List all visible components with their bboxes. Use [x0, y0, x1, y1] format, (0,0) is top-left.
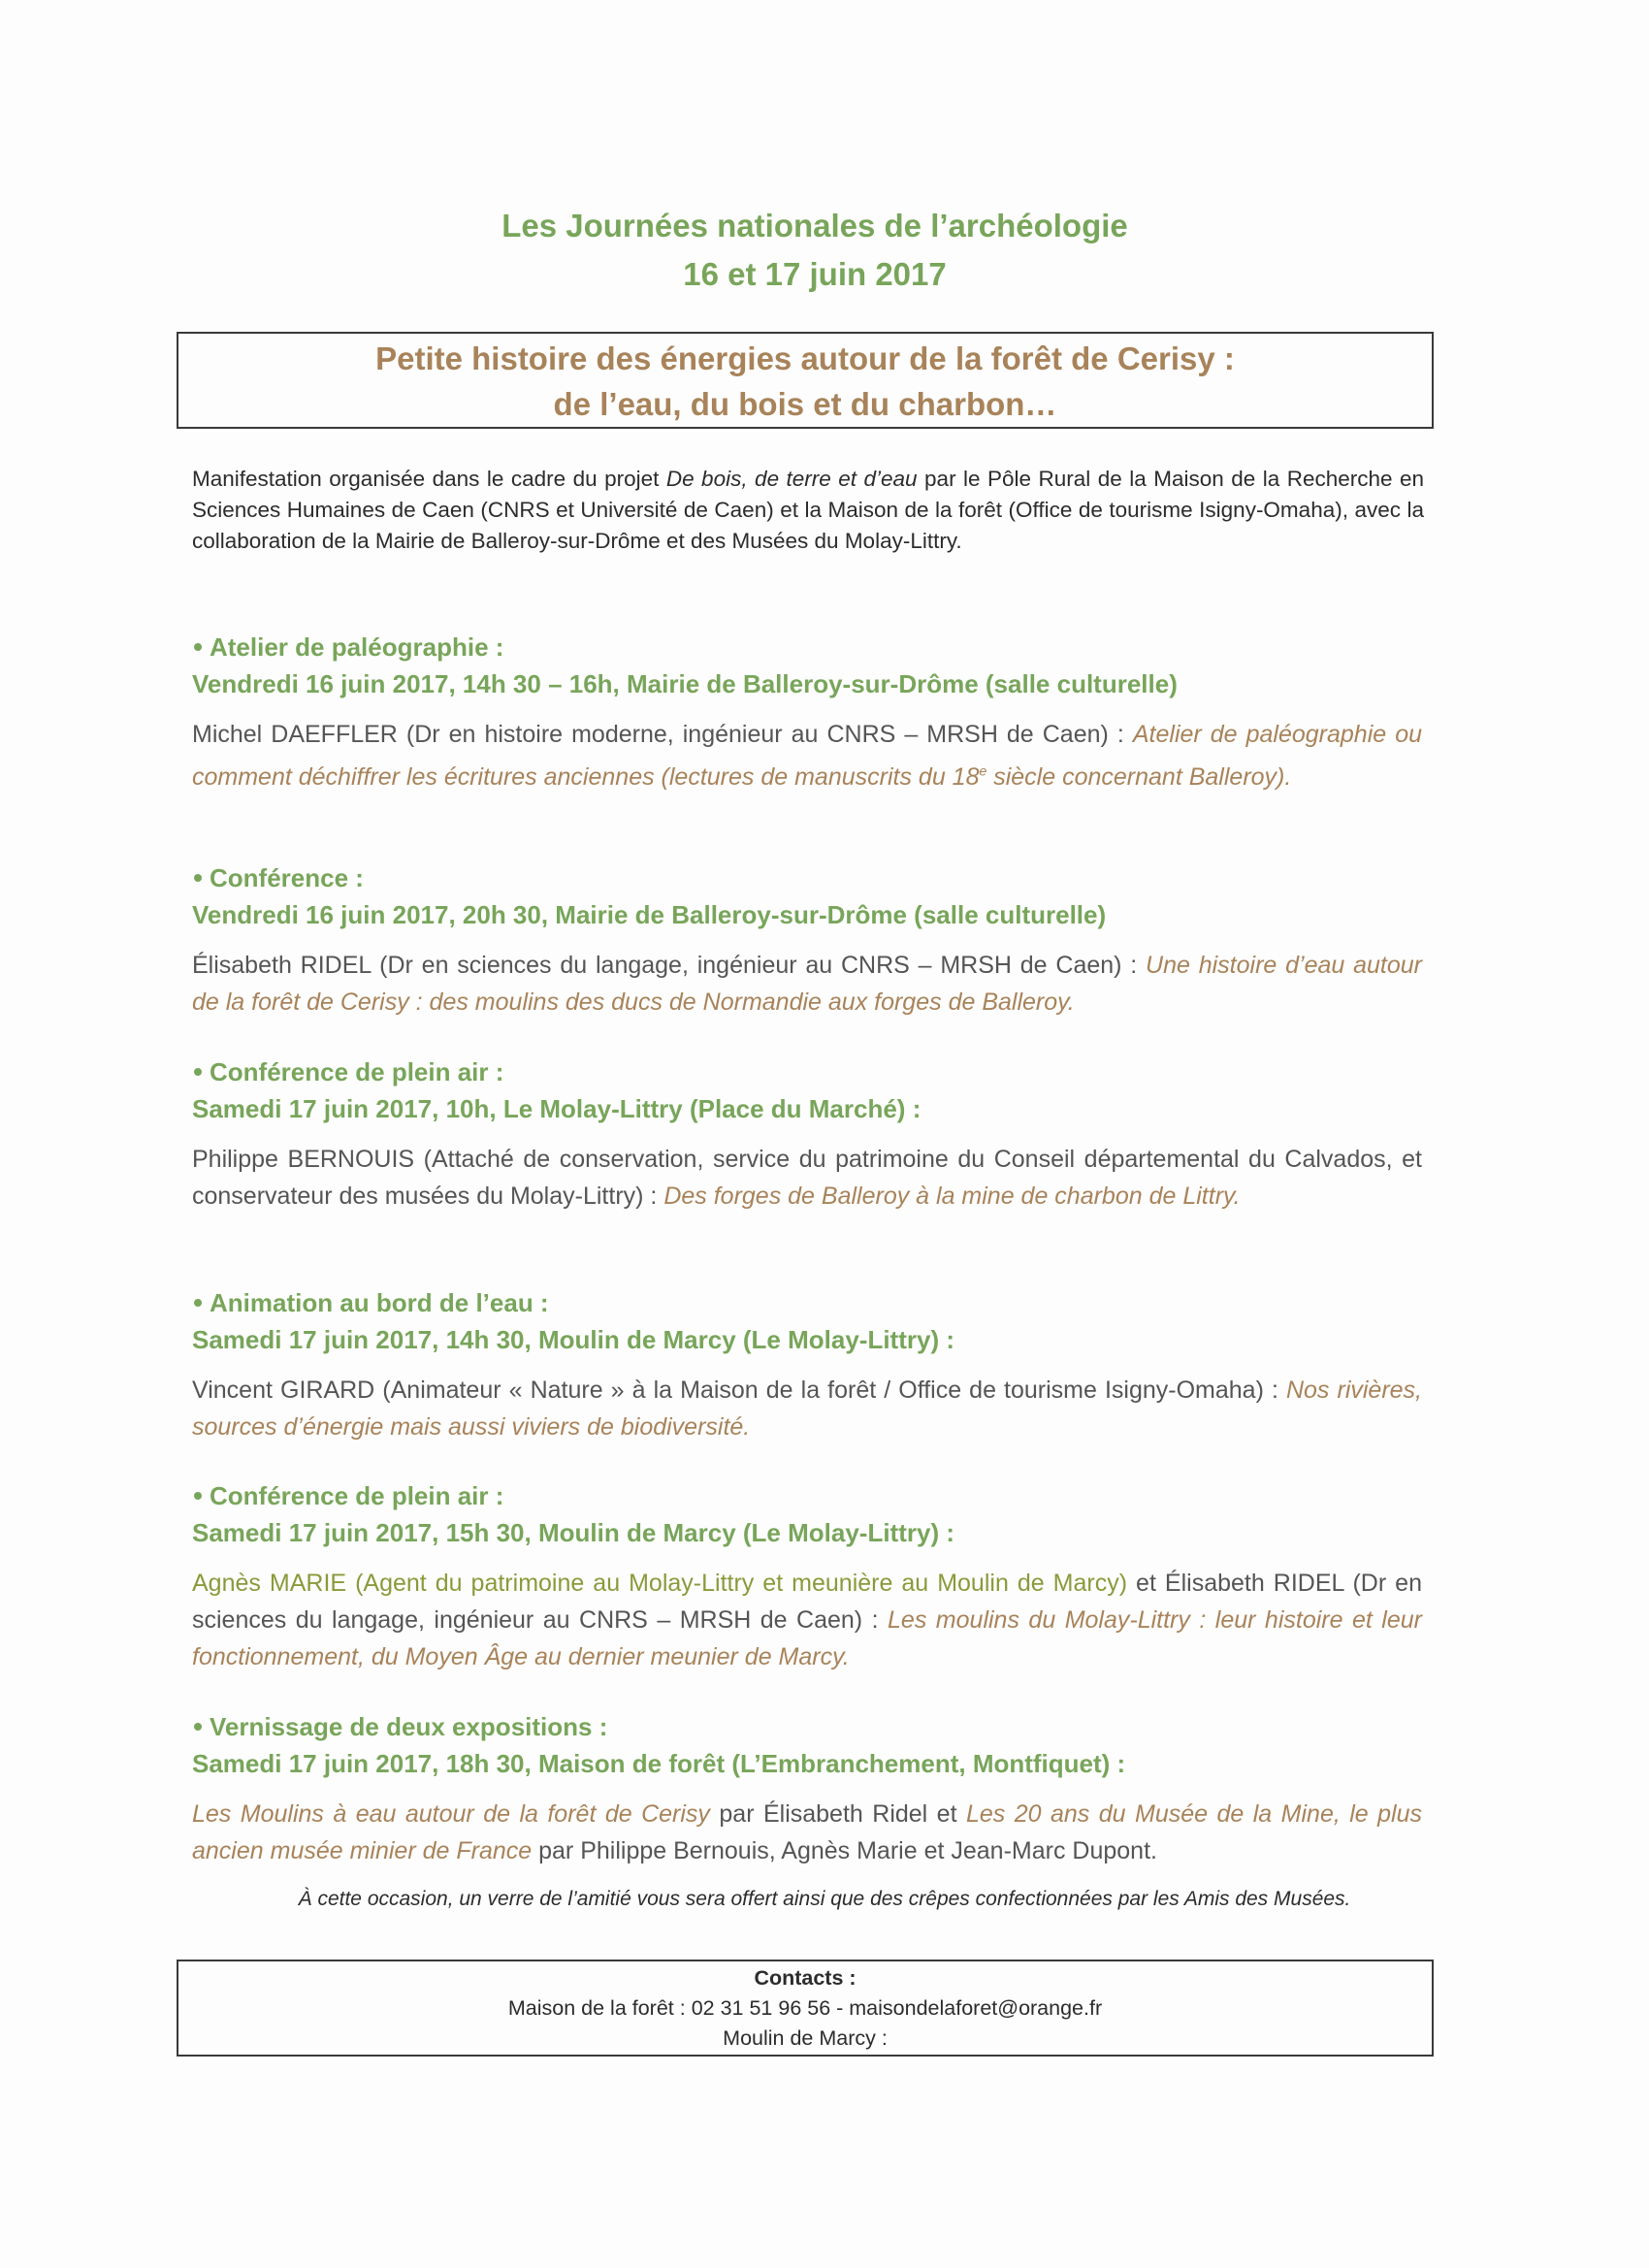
event-kind-label: Conférence de plein air : — [210, 1481, 504, 1510]
intro-project: De bois, de terre et d’eau — [665, 467, 918, 491]
event-kind-label: Conférence de plein air : — [210, 1057, 504, 1086]
event-kind — [192, 1053, 1422, 1090]
event-kind — [192, 629, 1422, 665]
event-work: Les 20 ans du Musée de la Mine, le plus ancien musée minier de France — [192, 1800, 1423, 1864]
event-dates: 16 et 17 juin 2017 — [683, 256, 947, 292]
contact-line: Maison de la forêt : 02 31 51 96 56 - maisondelaforet@orange.fr — [507, 1996, 1103, 2020]
event-speaker: Vincent GIRARD (Animateur « Nature » à la Maison de la forêt / Office de tourisme Isigny-Omaha) : — [192, 1377, 1286, 1404]
event-kind-label: Conférence : — [210, 863, 364, 892]
event-kind — [192, 1708, 1422, 1745]
bullet-icon — [194, 643, 202, 651]
event-item — [192, 1053, 1422, 1215]
bullet-icon — [194, 1492, 202, 1500]
subject-box — [177, 332, 1434, 429]
header — [0, 202, 1630, 299]
event-speaker: par Philippe Bernouis, Agnès Marie et Jean-Marc Dupont. — [532, 1837, 1157, 1864]
event-description — [192, 1372, 1422, 1445]
event-item — [192, 1284, 1422, 1445]
event-kind-label: Atelier de paléographie : — [210, 632, 504, 662]
event-speaker: et Élisabeth RIDEL (Dr en sciences du langage, ingénieur au CNRS – MRSH de Caen) : — [192, 1570, 1422, 1634]
subject-line-1: Petite histoire des énergies autour de la forêt de Cerisy : — [375, 340, 1235, 376]
event-speaker: Philippe BERNOUIS (Attaché de conservation, service du patrimoine du Conseil départemental du Calvados, et conservateur des musées du Molay-Littry) : — [192, 1146, 1422, 1210]
intro-before: Manifestation organisée dans le cadre du projet — [192, 467, 666, 491]
event-item — [192, 859, 1422, 1021]
event-item — [192, 1708, 1422, 1869]
event-when: Samedi 17 juin 2017, 15h 30, Moulin de Marcy (Le Molay-Littry) : — [192, 1518, 954, 1547]
event-speaker: Michel DAEFFLER (Dr en histoire moderne, ingénieur au CNRS – MRSH de Caen) : — [192, 721, 1133, 748]
event-kind-label: Vernissage de deux expositions : — [210, 1712, 608, 1741]
event-speaker: par Élisabeth Ridel et — [709, 1800, 966, 1828]
event-when: Samedi 17 juin 2017, 18h 30, Maison de forêt (L’Embranchement, Montfiquet) : — [192, 1749, 1126, 1778]
event-work-sup: e — [979, 763, 987, 779]
event-kind — [192, 859, 1422, 896]
intro-after: par le Pôle Rural de la Maison de la Recherche en Sciences Humaines de Caen (CNRS et Université de Caen) et la Maison de la forêt (Office de tourisme Isigny-Omaha), avec la collaboration de la Mairie de Balleroy-sur-Drôme et des Musées du Molay-Littry. — [192, 467, 1425, 553]
intro-paragraph — [192, 464, 1424, 557]
subject-line-2: de l’eau, du bois et du charbon… — [553, 386, 1057, 422]
event-speaker: Agnès MARIE (Agent du patrimoine au Molay-Littry et meunière au Moulin de Marcy) — [192, 1570, 1128, 1597]
event-kind — [192, 1477, 1422, 1514]
bullet-icon — [194, 1299, 202, 1307]
event-speaker: Élisabeth RIDEL (Dr en sciences du langage, ingénieur au CNRS – MRSH de Caen) : — [192, 952, 1147, 979]
bullet-icon — [194, 1723, 202, 1731]
page-title: Les Journées nationales de l’archéologie — [501, 208, 1128, 243]
contacts-title: Contacts : — [754, 1966, 857, 1990]
closing-note: À cette occasion, un verre de l’amitié vous sera offert ainsi que des crêpes confectionnées par les Amis des Musées. — [298, 1888, 1351, 1910]
event-work: Les Moulins à eau autour de la forêt de Cerisy — [192, 1800, 710, 1828]
event-work: Une histoire d’eau autour de la forêt de Cerisy : des moulins des ducs de Normandie aux forges de Balleroy. — [192, 952, 1422, 1016]
contacts-box — [177, 1960, 1434, 2057]
event-when: Vendredi 16 juin 2017, 20h 30, Mairie de Balleroy-sur-Drôme (salle culturelle) — [192, 900, 1107, 929]
event-work-part: Atelier de paléographie ou comment déchiffrer les écritures anciennes (lectures de manuscrits du 18 — [192, 721, 1423, 792]
event-description — [192, 1141, 1422, 1215]
bullet-icon — [194, 874, 202, 882]
event-kind-label: Animation au bord de l’eau : — [210, 1288, 549, 1317]
event-when: Samedi 17 juin 2017, 14h 30, Moulin de Marcy (Le Molay-Littry) : — [192, 1325, 954, 1354]
bullet-icon — [194, 1068, 202, 1076]
event-when: Samedi 17 juin 2017, 10h, Le Molay-Littry (Place du Marché) : — [192, 1094, 922, 1123]
contact-line: Moulin de Marcy : — [723, 2026, 888, 2050]
event-item — [192, 629, 1422, 795]
event-description — [192, 716, 1422, 795]
event-work-part: siècle concernant Balleroy). — [986, 763, 1292, 792]
event-kind — [192, 1284, 1422, 1321]
event-when: Vendredi 16 juin 2017, 14h 30 – 16h, Mairie de Balleroy-sur-Drôme (salle culturelle) — [192, 669, 1178, 698]
event-work: Les moulins du Molay-Littry : leur histoire et leur fonctionnement, du Moyen Âge au dernier meunier de Marcy. — [192, 1606, 1422, 1670]
event-description — [192, 947, 1422, 1021]
event-description — [192, 1796, 1422, 1869]
event-item — [192, 1477, 1422, 1675]
event-work: Nos rivières, sources d’énergie mais aussi viviers de biodiversité. — [192, 1377, 1422, 1441]
event-description — [192, 1565, 1422, 1675]
event-work: Des forges de Balleroy à la mine de charbon de Littry. — [663, 1183, 1241, 1210]
